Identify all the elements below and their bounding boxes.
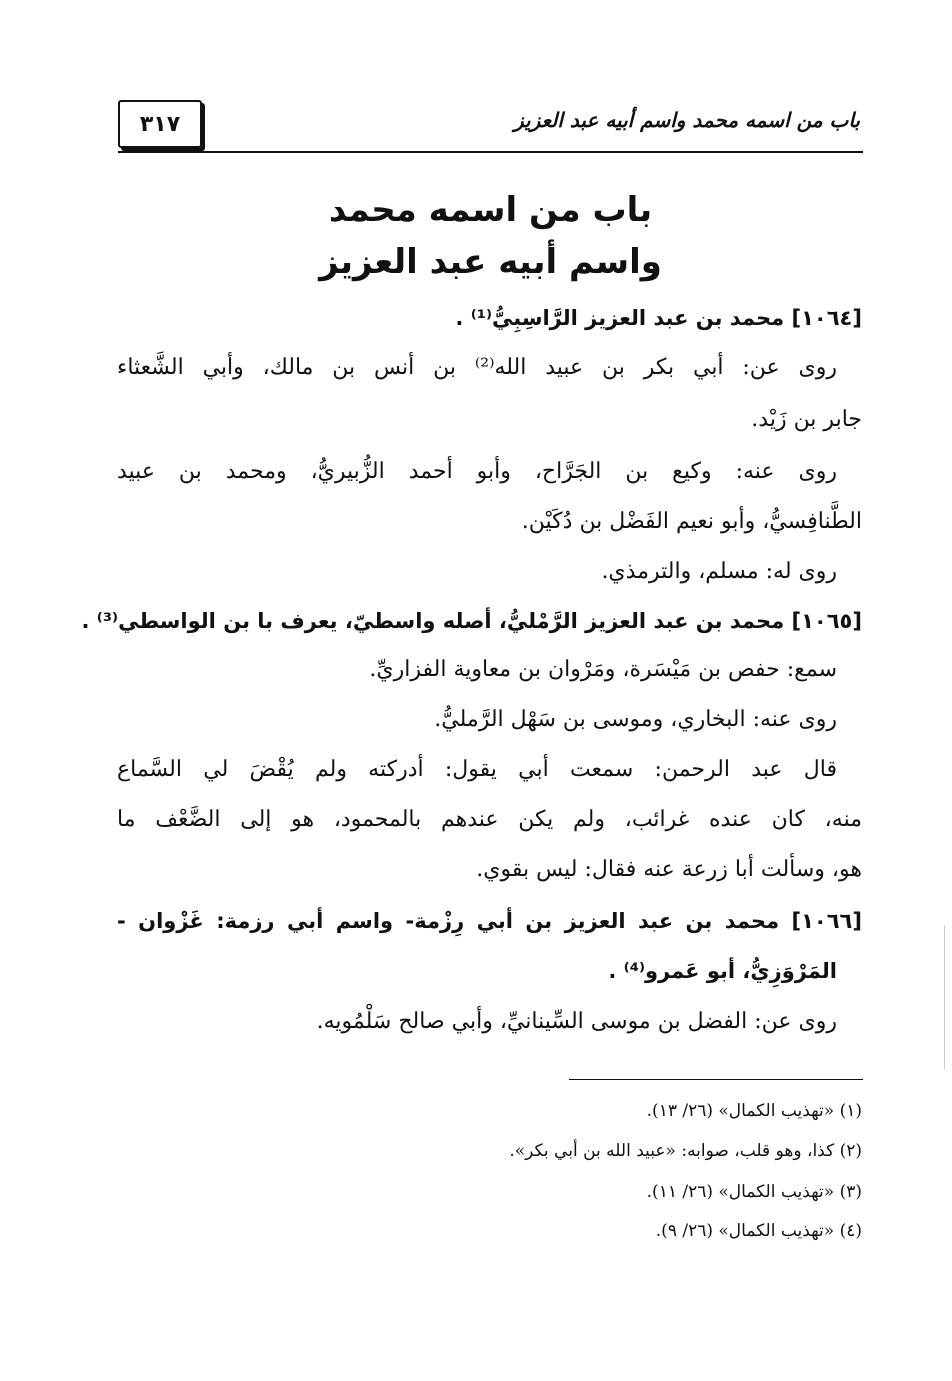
page-edge-mark	[944, 925, 945, 1070]
entry-1065-heard: سمع: حفص بن مَيْسَرة، ومَرْوان بن معاوية الفزاريِّ.	[369, 657, 837, 682]
chapter-title-line-1: باب من اسمه محمد	[328, 190, 653, 230]
footnote-1: (١) «تهذيب الكمال» (٢٦/ ١٣).	[646, 1101, 862, 1121]
entry-1066-heading-cont: المَرْوَزِيُّ، أبو عَمرو⁽⁴⁾ .	[608, 959, 837, 983]
footnote-4: (٤) «تهذيب الكمال» (٢٦/ ٩).	[655, 1221, 862, 1241]
page-number: ٣١٧	[139, 111, 181, 137]
entry-1064-heading: [١٠٦٤] محمد بن عبد العزيز الرَّاسِبِيُّ⁽¹⁾ .	[455, 306, 862, 330]
entry-1064-narrated-for: روى له: مسلم، والترمذي.	[601, 559, 837, 584]
page-number-box	[118, 100, 202, 148]
entry-1066-heading: [١٠٦٦] محمد بن عبد العزيز بن أبي رِزْمة- واسم أبي رزمة: غَزْوان -	[117, 909, 862, 933]
running-header-title: باب من اسمه محمد واسم أبيه عبد العزيز	[513, 108, 860, 132]
entry-1064-narrated-from-cont: جابر بن زَيْد.	[751, 407, 862, 432]
entry-1065-heading: [١٠٦٥] محمد بن عبد العزيز الرَّمْليُّ، أصله واسطيّ، يعرف با بن الواسطي⁽³⁾ .	[81, 609, 862, 633]
entry-1065-narrated-by: روى عنه: البخاري، وموسى بن سَهْل الرَّمليُّ.	[434, 707, 837, 732]
header-rule	[118, 151, 863, 153]
footnote-2: (٢) كذا، وهو قلب، صوابه: «عبيد الله بن أبي بكر».	[509, 1141, 862, 1161]
entry-1064-narrated-by: روى عنه: وكيع بن الجَرَّاح، وأبو أحمد الزُّبيريُّ، ومحمد بن عبيد	[117, 459, 837, 484]
entry-1065-comment: قال عبد الرحمن: سمعت أبي يقول: أدركته ولم يُقْضَ لي السَّماع	[117, 757, 837, 782]
entry-1064-narrated-from: روى عن: أبي بكر بن عبيد الله⁽²⁾ بن أنس بن مالك، وأبي الشَّعثاء	[117, 355, 837, 380]
entry-1065-comment-cont-2: هو، وسألت أبا زرعة عنه فقال: ليس بقوي.	[476, 857, 862, 882]
footnote-3: (٣) «تهذيب الكمال» (٢٦/ ١١).	[646, 1182, 862, 1202]
entry-1065-comment-cont-1: منه، كان عنده غرائب، ولم يكن عندهم بالمحمود، هو إلى الضَّعْف ما	[117, 807, 862, 832]
entry-1066-narrated-from: روى عن: الفضل بن موسى السِّينانيِّ، وأبي صالح سَلْمُويه.	[316, 1009, 837, 1034]
footnote-rule	[569, 1079, 863, 1080]
chapter-title-line-2: واسم أبيه عبد العزيز	[319, 242, 662, 282]
entry-1064-narrated-by-cont: الطَّنافِسيُّ، وأبو نعيم الفَضْل بن دُكَيْن.	[521, 509, 862, 534]
